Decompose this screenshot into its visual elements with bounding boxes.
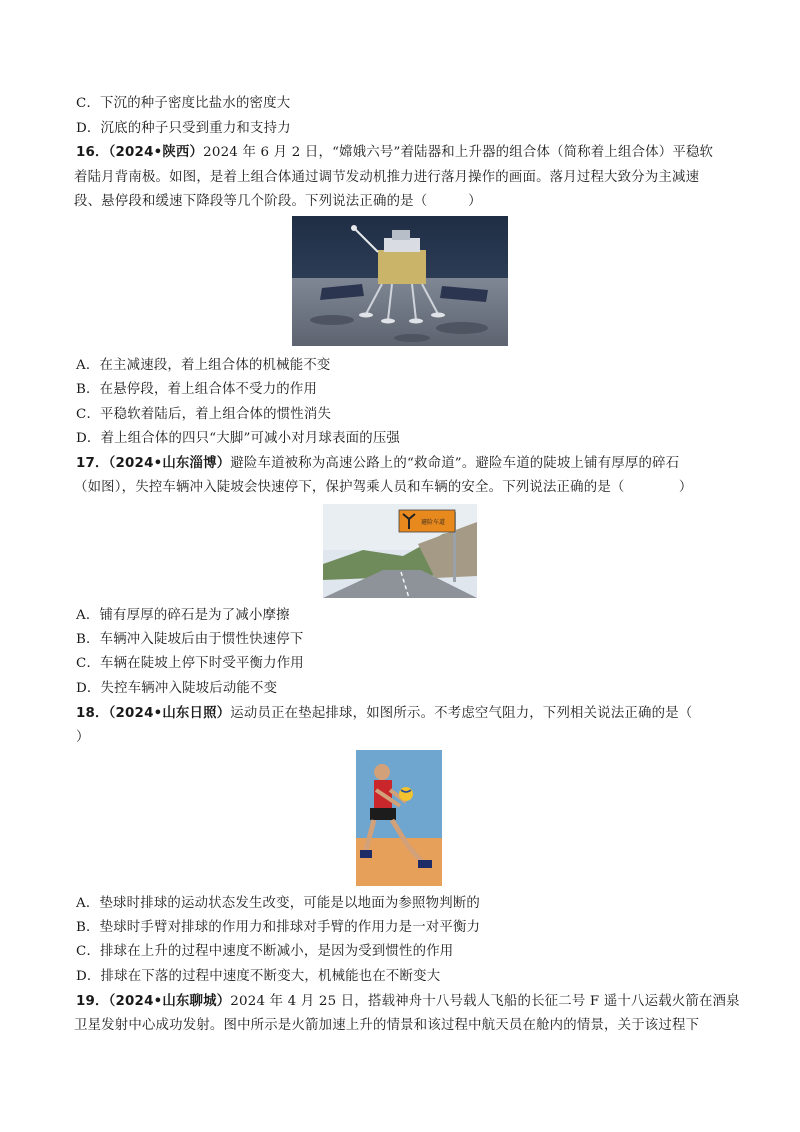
q18-stem-line2: ） [76,730,90,745]
runaway-ramp-image [323,504,477,598]
lunar-lander-figure [292,216,508,346]
q19-source: （2024•山东聊城） [108,994,231,1009]
q19-stem-line2: 卫星发射中心成功发射。图中所示是火箭加速上升的情景和该过程中航天员在舱内的情景，关于该过程下 [74,1018,700,1033]
q15-option-c: C．下沉的种子密度比盐水的密度大 [76,96,291,111]
lunar-lander-image [292,216,508,346]
q18-option-a: A．垫球时排球的运动状态发生改变，可能是以地面为参照物判断的 [76,896,480,911]
ramp-sign-text: 避险车道 [421,519,446,526]
runaway-ramp-figure [323,504,477,598]
q17-option-b: B．车辆冲入陡坡后由于惯性快速停下 [76,632,304,647]
q16-stem-line1 [76,143,736,163]
q17-stem-text: 避险车道被称为高速公路上的“救命道”。避险车道的陡坡上铺有厚厚的碎石 [230,456,680,471]
q17-stem-line2: （如图），失控车辆冲入陡坡会快速停下，保护驾乘人员和车辆的安全。下列说法正确的是（ ） [74,480,693,495]
q19-stem-text: 2024 年 4 月 25 日，搭载神舟十八号载人飞船的长征二号 F 遥十八运载火箭在酒泉 [230,994,740,1009]
q17-option-d: D．失控车辆冲入陡坡后动能不变 [76,681,278,696]
q18-option-c: C．排球在上升的过程中速度不断减小，是因为受到惯性的作用 [76,944,454,959]
q18-source: （2024•山东日照） [108,706,231,721]
q16-source: （2024•陕西） [108,145,204,160]
q18-option-d: D．排球在下落的过程中速度不断变大，机械能也在不断变大 [76,969,441,984]
q18-stem-line1 [76,704,736,724]
q16-stem-text: 2024 年 6 月 2 日，“嫦娥六号”着陆器和上升器的组合体（简称着上组合体）平稳软 [203,145,714,160]
q18-number: 18． [76,706,109,721]
q16-number: 16． [76,145,109,160]
q16-stem-line2: 着陆月背南极。如图，是着上组合体通过调节发动机推力进行落月操作的画面。落月过程大致分为主减速 [74,170,700,185]
q16-stem-line3: 段、悬停段和缓速下降段等几个阶段。下列说法正确的是（ ） [74,194,482,209]
q17-number: 17． [76,456,109,471]
q18-option-b: B．垫球时手臂对排球的作用力和排球对手臂的作用力是一对平衡力 [76,920,481,935]
q19-number: 19． [76,994,109,1009]
q16-option-b: B．在悬停段，着上组合体不受力的作用 [76,382,318,397]
q17-option-c: C．车辆在陡坡上停下时受平衡力作用 [76,656,304,671]
volleyball-player-figure [356,750,442,886]
q16-option-d: D．着上组合体的四只“大脚”可减小对月球表面的压强 [76,431,401,446]
q16-option-c: C．平稳软着陆后，着上组合体的惯性消失 [76,407,332,422]
q18-stem-text: 运动员正在垫起排球，如图所示。不考虑空气阻力，下列相关说法正确的是（ [230,706,693,721]
q15-option-d: D．沉底的种子只受到重力和支持力 [76,121,291,136]
q19-stem-line1 [76,992,740,1012]
q17-option-a: A．铺有厚厚的碎石是为了减小摩擦 [76,608,290,623]
volleyball-player-image [356,750,442,886]
q17-source: （2024•山东淄博） [108,456,231,471]
q17-stem-line1 [76,454,736,474]
q16-option-a: A．在主减速段，着上组合体的机械能不变 [76,358,331,373]
